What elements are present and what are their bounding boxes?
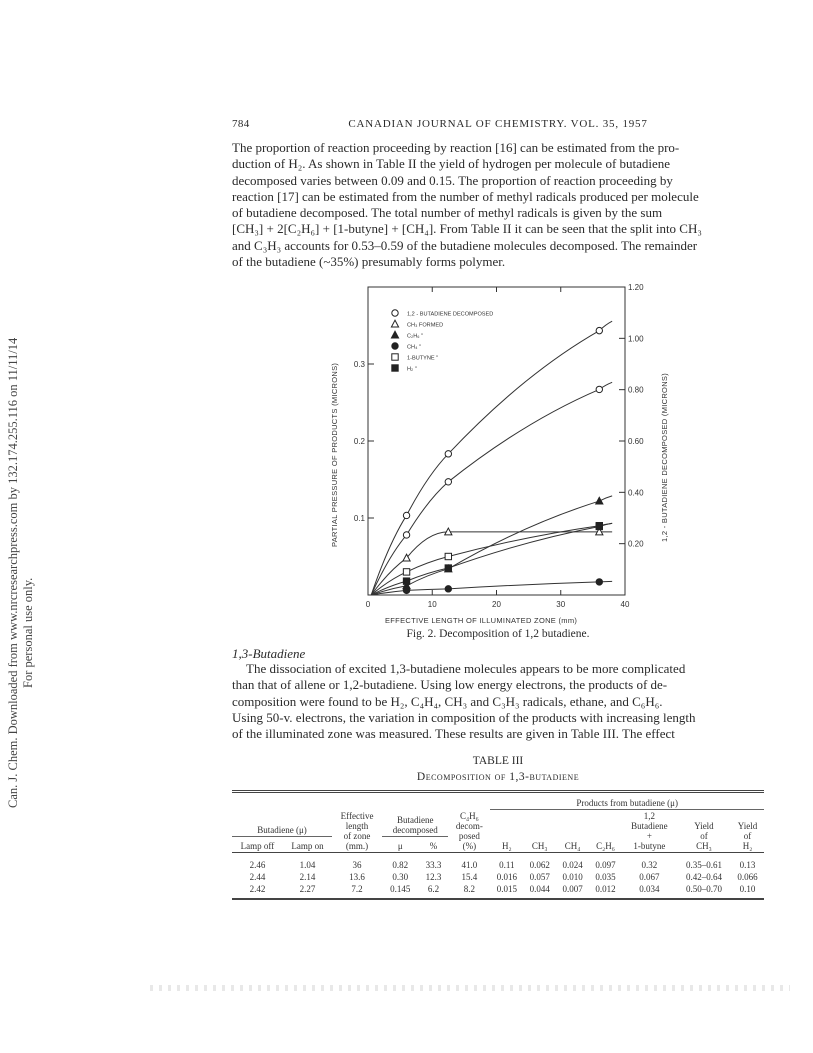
data-point [445, 553, 451, 559]
data-point [445, 451, 451, 457]
legend-marker [392, 343, 398, 349]
table-cell: 2.27 [299, 884, 316, 894]
col-c4h6-decomposed: C₄H₆ decom- posed (%) [455, 811, 483, 851]
col-c2h6: C₂H₆ [596, 841, 615, 851]
text-line: Using 50-v. electrons, the variation in composition of the products with increasing length [232, 709, 696, 725]
table-number: TABLE III [472, 755, 524, 767]
y2-tick-label: 0.60 [628, 437, 644, 446]
table-cell: 15.4 [461, 872, 478, 882]
text-line: decomposed varies between 0.09 and 0.15. The proportion of reaction proceeding by [232, 172, 673, 188]
col-lamp-on: Lamp on [291, 841, 324, 851]
table-cell: 0.035 [595, 872, 616, 882]
table-cell: 2.42 [249, 884, 266, 894]
figure-caption: Fig. 2. Decomposition of 1,2 butadiene. [406, 628, 590, 640]
text-line: composition were found to be H₂, C₄H₄, CH₃ and C₃H₃ radicals, ethane, and C₆H₆. [232, 693, 663, 709]
col-mu: μ [397, 841, 403, 851]
col-yield-ch3: Yield of CH₃ [694, 821, 714, 851]
decomposition-chart [325, 282, 685, 647]
text-line: of the illuminated zone was measured. These results are given in Table III. The effect [232, 726, 675, 742]
table-cell: 0.35–0.61 [685, 860, 722, 870]
table-cell: 0.11 [499, 860, 515, 870]
table-cell: 0.145 [390, 884, 411, 894]
table-cell: 0.015 [496, 884, 517, 894]
y-tick-label: 0.1 [353, 514, 365, 523]
data-point [403, 578, 409, 584]
data-point [403, 512, 409, 518]
table-cell: 0.067 [639, 872, 660, 882]
table-cell: 0.32 [641, 860, 658, 870]
table-cell: 0.42–0.64 [685, 872, 722, 882]
table-cell: 0.012 [595, 884, 616, 894]
table-cell: 0.30 [392, 872, 409, 882]
col-ch3: CH₃ [531, 841, 548, 851]
col-effective-length: Effective length of zone (mm.) [340, 811, 374, 851]
data-point [445, 479, 451, 485]
text-line: of butadiene decomposed. The total number of methyl radicals is given by the sum [232, 205, 663, 221]
products-header: Products from butadiene (μ) [490, 792, 764, 810]
watermark-line-1: Can. J. Chem. Downloaded from www.nrcresearchpress.com by 132.174.255.116 on 11/11/14 [6, 337, 20, 808]
col-pct: % [429, 841, 438, 851]
section-heading: 1,3-Butadiene [232, 646, 306, 661]
table-cell: 0.044 [529, 884, 550, 894]
col-lamp-off: Lamp off [240, 841, 275, 851]
table-cell: 0.016 [496, 872, 517, 882]
table-cell: 0.82 [392, 860, 409, 870]
data-point [596, 523, 602, 529]
legend-marker [392, 310, 398, 316]
y-tick-label: 0.2 [353, 437, 365, 446]
table-cell: 2.46 [249, 860, 266, 870]
data-point [596, 327, 602, 333]
table-title: Decomposition of 1,3-butadiene [416, 771, 580, 783]
text-line: and C₃H₃ accounts for 0.53–0.59 of the butadiene molecules decomposed. The remainder [232, 237, 698, 253]
text-line: The dissociation of excited 1,3-butadiene molecules appears to be more complicated [246, 661, 686, 676]
col-ch4: CH₄ [564, 841, 581, 851]
col-butadiene-butyne: 1,2 Butadiene + 1-butyne [631, 811, 668, 851]
table-cell: 0.097 [595, 860, 616, 870]
data-point [596, 579, 602, 585]
scan-noise [150, 985, 790, 991]
data-point [445, 565, 451, 571]
x-tick-label: 10 [427, 600, 437, 609]
x-tick-label: 30 [556, 600, 566, 609]
legend-label: 1-BUTYNE " [407, 355, 439, 362]
table-cell: 0.010 [562, 872, 583, 882]
paragraph-reaction-proportion [232, 140, 764, 270]
y2-tick-label: 0.80 [628, 385, 644, 395]
data-point [445, 586, 451, 592]
download-watermark [6, 248, 36, 808]
legend-label: H₂ " [407, 366, 417, 373]
data-point [403, 569, 409, 575]
x-tick-label: 20 [492, 600, 501, 609]
table-cell: 0.034 [639, 884, 660, 894]
paragraph-butadiene [232, 661, 764, 742]
data-point [596, 386, 602, 392]
table-cell: 0.50–0.70 [685, 884, 722, 894]
table-decomposition [232, 790, 764, 900]
y2-tick-label: 1.00 [628, 334, 644, 344]
y2-tick-label: 1.20 [628, 283, 644, 292]
table-cell: 33.3 [425, 860, 442, 870]
table-cell: 0.062 [529, 860, 550, 870]
table-cell: 8.2 [463, 884, 476, 894]
x-tick-label: 0 [365, 600, 371, 609]
table-row [232, 871, 764, 883]
col-h2: H₂ [502, 841, 512, 851]
legend-marker [391, 331, 398, 338]
text-line: [CH₃] + 2[C₂H₆] + [1-butyne] + [CH₄]. From Table II it can be seen that the split into CH₃ [232, 221, 702, 237]
data-point [403, 532, 409, 538]
table-cell: 0.007 [562, 884, 583, 894]
y-tick-label: 0.3 [353, 360, 365, 369]
table-cell: 2.14 [299, 872, 316, 882]
table-cell: 0.024 [562, 860, 583, 870]
legend-marker [391, 320, 398, 327]
y2-tick-label: 0.20 [628, 539, 644, 549]
page-number: 784 [232, 118, 250, 130]
table-cell: 7.2 [351, 884, 363, 894]
running-head: CANADIAN JOURNAL OF CHEMISTRY. VOL. 35, 1957 [348, 118, 648, 130]
table-cell: 0.066 [737, 872, 758, 882]
series-line [371, 382, 612, 595]
table-cell: 13.6 [349, 872, 365, 882]
legend-label: CH₃ FORMED [407, 322, 444, 329]
data-point [596, 497, 603, 504]
table-cell: 0.057 [529, 872, 550, 882]
text-line: The proportion of reaction proceeding by reaction [16] can be estimated from the pro- [232, 140, 680, 155]
col-butadiene-decomposed: Butadiene decomposed [382, 810, 448, 837]
chart-legend [391, 310, 493, 373]
table-cell: 0.13 [739, 860, 756, 870]
legend-label: CH₄ " [407, 344, 421, 351]
text-line: reaction [17] can be estimated from the number of methyl radicals produced per molecule [232, 188, 699, 204]
y2-axis-label: 1,2 - BUTADIENE DECOMPOSED (MICRONS) [660, 372, 669, 542]
legend-marker [392, 354, 398, 360]
table-cell: 12.3 [425, 872, 442, 882]
x-tick-label: 40 [620, 600, 630, 609]
legend-marker [392, 365, 398, 371]
legend-label: C₂H₆ " [407, 333, 424, 340]
data-point [403, 587, 409, 593]
text-line: than that of allene or 1,2-butadiene. Using low energy electrons, the products of de- [232, 677, 668, 693]
col-butadiene: Butadiene (μ) [232, 810, 332, 837]
table-cell: 0.10 [739, 884, 756, 894]
table-cell: 36 [352, 860, 362, 870]
col-yield-h2: Yield of H₂ [737, 821, 758, 851]
table-cell: 6.2 [427, 884, 440, 894]
y-axis-label: PARTIAL PRESSURE OF PRODUCTS (MICRONS) [330, 362, 339, 547]
text-line: of the butadiene (~35%) presumably forms polymer. [232, 254, 506, 270]
watermark-line-2: For personal use only. [21, 577, 35, 688]
table-cell: 2.44 [249, 872, 266, 882]
table-row [232, 859, 764, 871]
y2-tick-label: 0.40 [628, 488, 644, 498]
legend-label: 1,2 - BUTADIENE DECOMPOSED [407, 311, 494, 318]
table-cell: 41.0 [461, 860, 478, 870]
table-cell: 1.04 [299, 860, 316, 870]
text-line: duction of H₂. As shown in Table II the yield of hydrogen per molecule of butadiene [232, 156, 671, 172]
x-axis-label: EFFECTIVE LENGTH OF ILLUMINATED ZONE (mm) [385, 616, 578, 625]
table-row [232, 883, 764, 895]
